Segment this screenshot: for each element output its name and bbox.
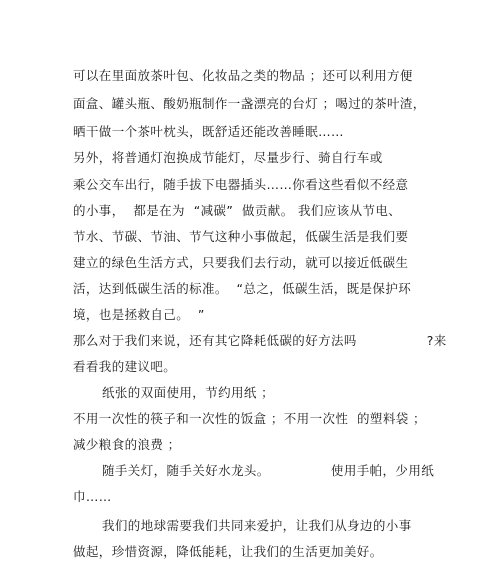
text-line: 晒干做一个茶叶枕头，既舒适还能改善睡眠……	[73, 124, 344, 139]
text-line: 节水、节碳、节油、节气这种小事做起，低碳生活是我们要	[73, 229, 409, 244]
text-line: 巾……	[73, 489, 112, 504]
text-line: 做起，珍惜资源，降低能耗，让我们的生活更加美好。	[73, 544, 383, 559]
text-line: 乘公交车出行，随手拔下电器插头……你看这些看似不经意	[73, 177, 409, 192]
text-line: 看看我的建议吧。	[73, 359, 177, 374]
text-line: 我们的地球需要我们共同来爱护，让我们从身边的小事	[102, 518, 412, 533]
text-line: 面盒、罐头瓶、酸奶瓶制作一盏漂亮的台灯 ；喝过的茶叶渣，	[73, 96, 426, 111]
text-line: 境，也是拯救自己。 ”	[73, 307, 205, 322]
text-line: 建立的绿色生活方式，只要我们去行动，就可以接近低碳生	[73, 255, 409, 270]
text-line: 另外，将普通灯泡换成节能灯，尽量步行、骑自行车或	[73, 150, 383, 165]
text-line: 减少粮食的浪费 ；	[73, 437, 181, 452]
text-line: 那么对于我们来说，还有其它降耗低碳的好方法吗 ?来	[73, 333, 447, 348]
text-line: 不用一次性的筷子和一次性的饭盒 ；不用一次性 的塑料袋 ；	[73, 411, 426, 426]
text-line: 的小事， 都是在为 “减碳” 做贡献。 我们应该从节电、	[73, 203, 402, 218]
text-line: 活，达到低碳生活的标准。 “总之，低碳生活，既是保护环	[73, 281, 412, 296]
text-line: 纸张的双面使用，节约用纸 ；	[102, 385, 275, 400]
text-line: 随手关灯，随手关好水龙头。 使用手帕，少用纸	[102, 463, 435, 478]
text-line: 可以在里面放茶叶包、化妆品之类的物品 ；还可以利用方便	[73, 68, 413, 83]
